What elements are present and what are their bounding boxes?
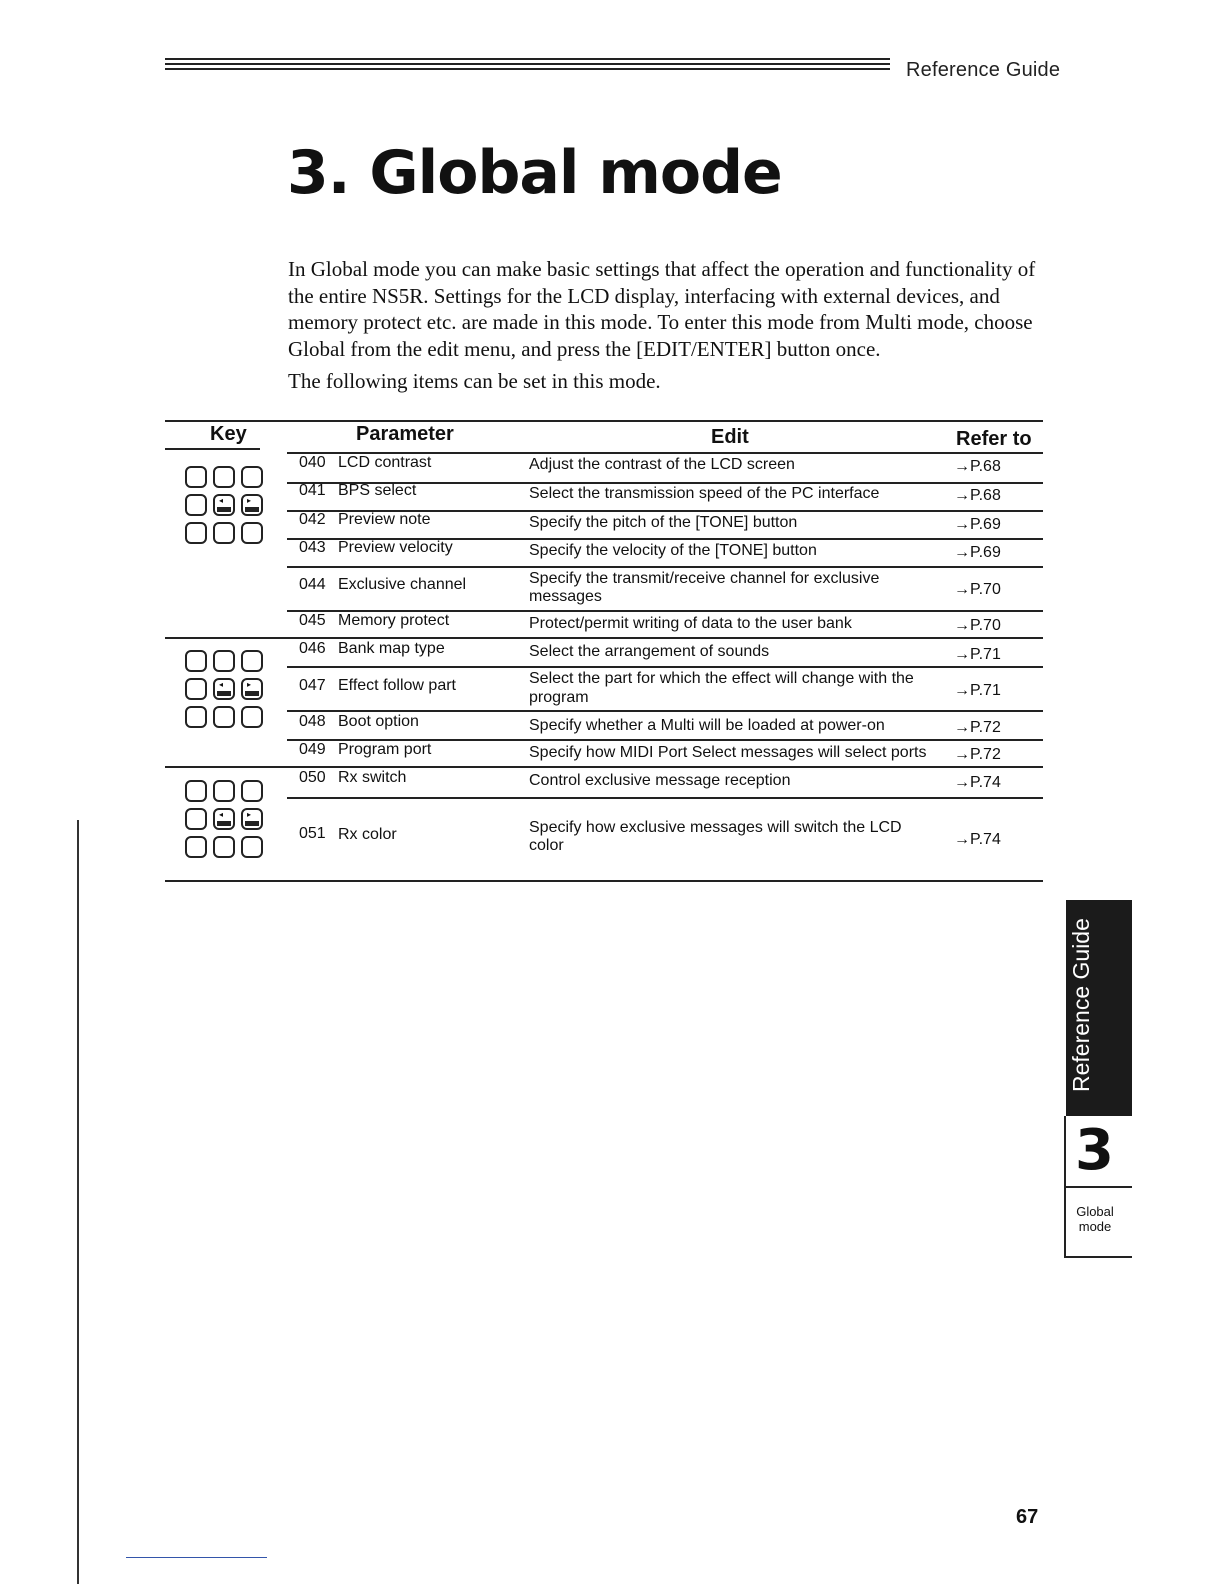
tab-divider — [1064, 1186, 1132, 1188]
header-key: Key — [210, 423, 247, 445]
bottom-rule — [126, 1557, 267, 1558]
keypad-icon: ◂ ▸ — [185, 466, 269, 550]
chapter-label: Global mode — [1076, 1204, 1114, 1234]
page-title: 3. Global mode — [287, 138, 782, 208]
header-edit: Edit — [711, 426, 749, 448]
page-number: 67 — [1016, 1506, 1039, 1528]
header-rules — [165, 58, 890, 78]
intro-following: The following items can be set in this mode. — [288, 369, 661, 393]
side-tab-label: Reference Guide — [1068, 918, 1094, 1092]
intro-paragraph: In Global mode you can make basic settings that affect the operation and functionality of the entire NS5R. Settings for the LCD display, interfacing with external devices, and memory protect etc. are made in this mode. To enter this mode from Multi mode, choose Global from the edit menu, and press the [EDIT/ENTER] button once. — [288, 257, 1036, 361]
keypad-icon: ◂ ▸ — [185, 780, 269, 864]
header-refer: Refer to — [956, 428, 1032, 450]
header-parameter: Parameter — [356, 423, 454, 445]
margin-line — [77, 820, 79, 1584]
running-head: Reference Guide — [906, 59, 1061, 81]
parameter-table: Key Parameter Edit Refer to 040 LCD contrast Adjust the contrast of the LCD screen →P.68 041 BPS select Select the transmission speed of the PC interface →P.68 042 Preview note Specify the pitch of the [TONE] button →P.69 043 Preview velocity Specify the velocity of the [TONE] button →P.69 044 Exclusive channel Specify the transmit/receive channel for exclusive messages →P.70 045 Memory protect Protect/permit writing of data to the user bank →P.70 046 Bank map type Select the arrangement of sounds →P.71 047 Effect follow part Select the part for which the effect will change with the program →P.71 048 Boot option Specify whether a Multi will be loaded at power-on →P.72 049 Program port Specify how MIDI Port Select messages will select ports →P.72 050 Rx switch Control exclusive message reception →P.74 051 Rx color Specify how exclusive messages will switch the LCD color →P.74 ◂ ▸ ◂ ▸ ◂ ▸ — [165, 420, 1043, 885]
keypad-icon: ◂ ▸ — [185, 650, 269, 734]
chapter-number: 3 — [1075, 1118, 1114, 1183]
tab-divider — [1064, 1256, 1132, 1258]
